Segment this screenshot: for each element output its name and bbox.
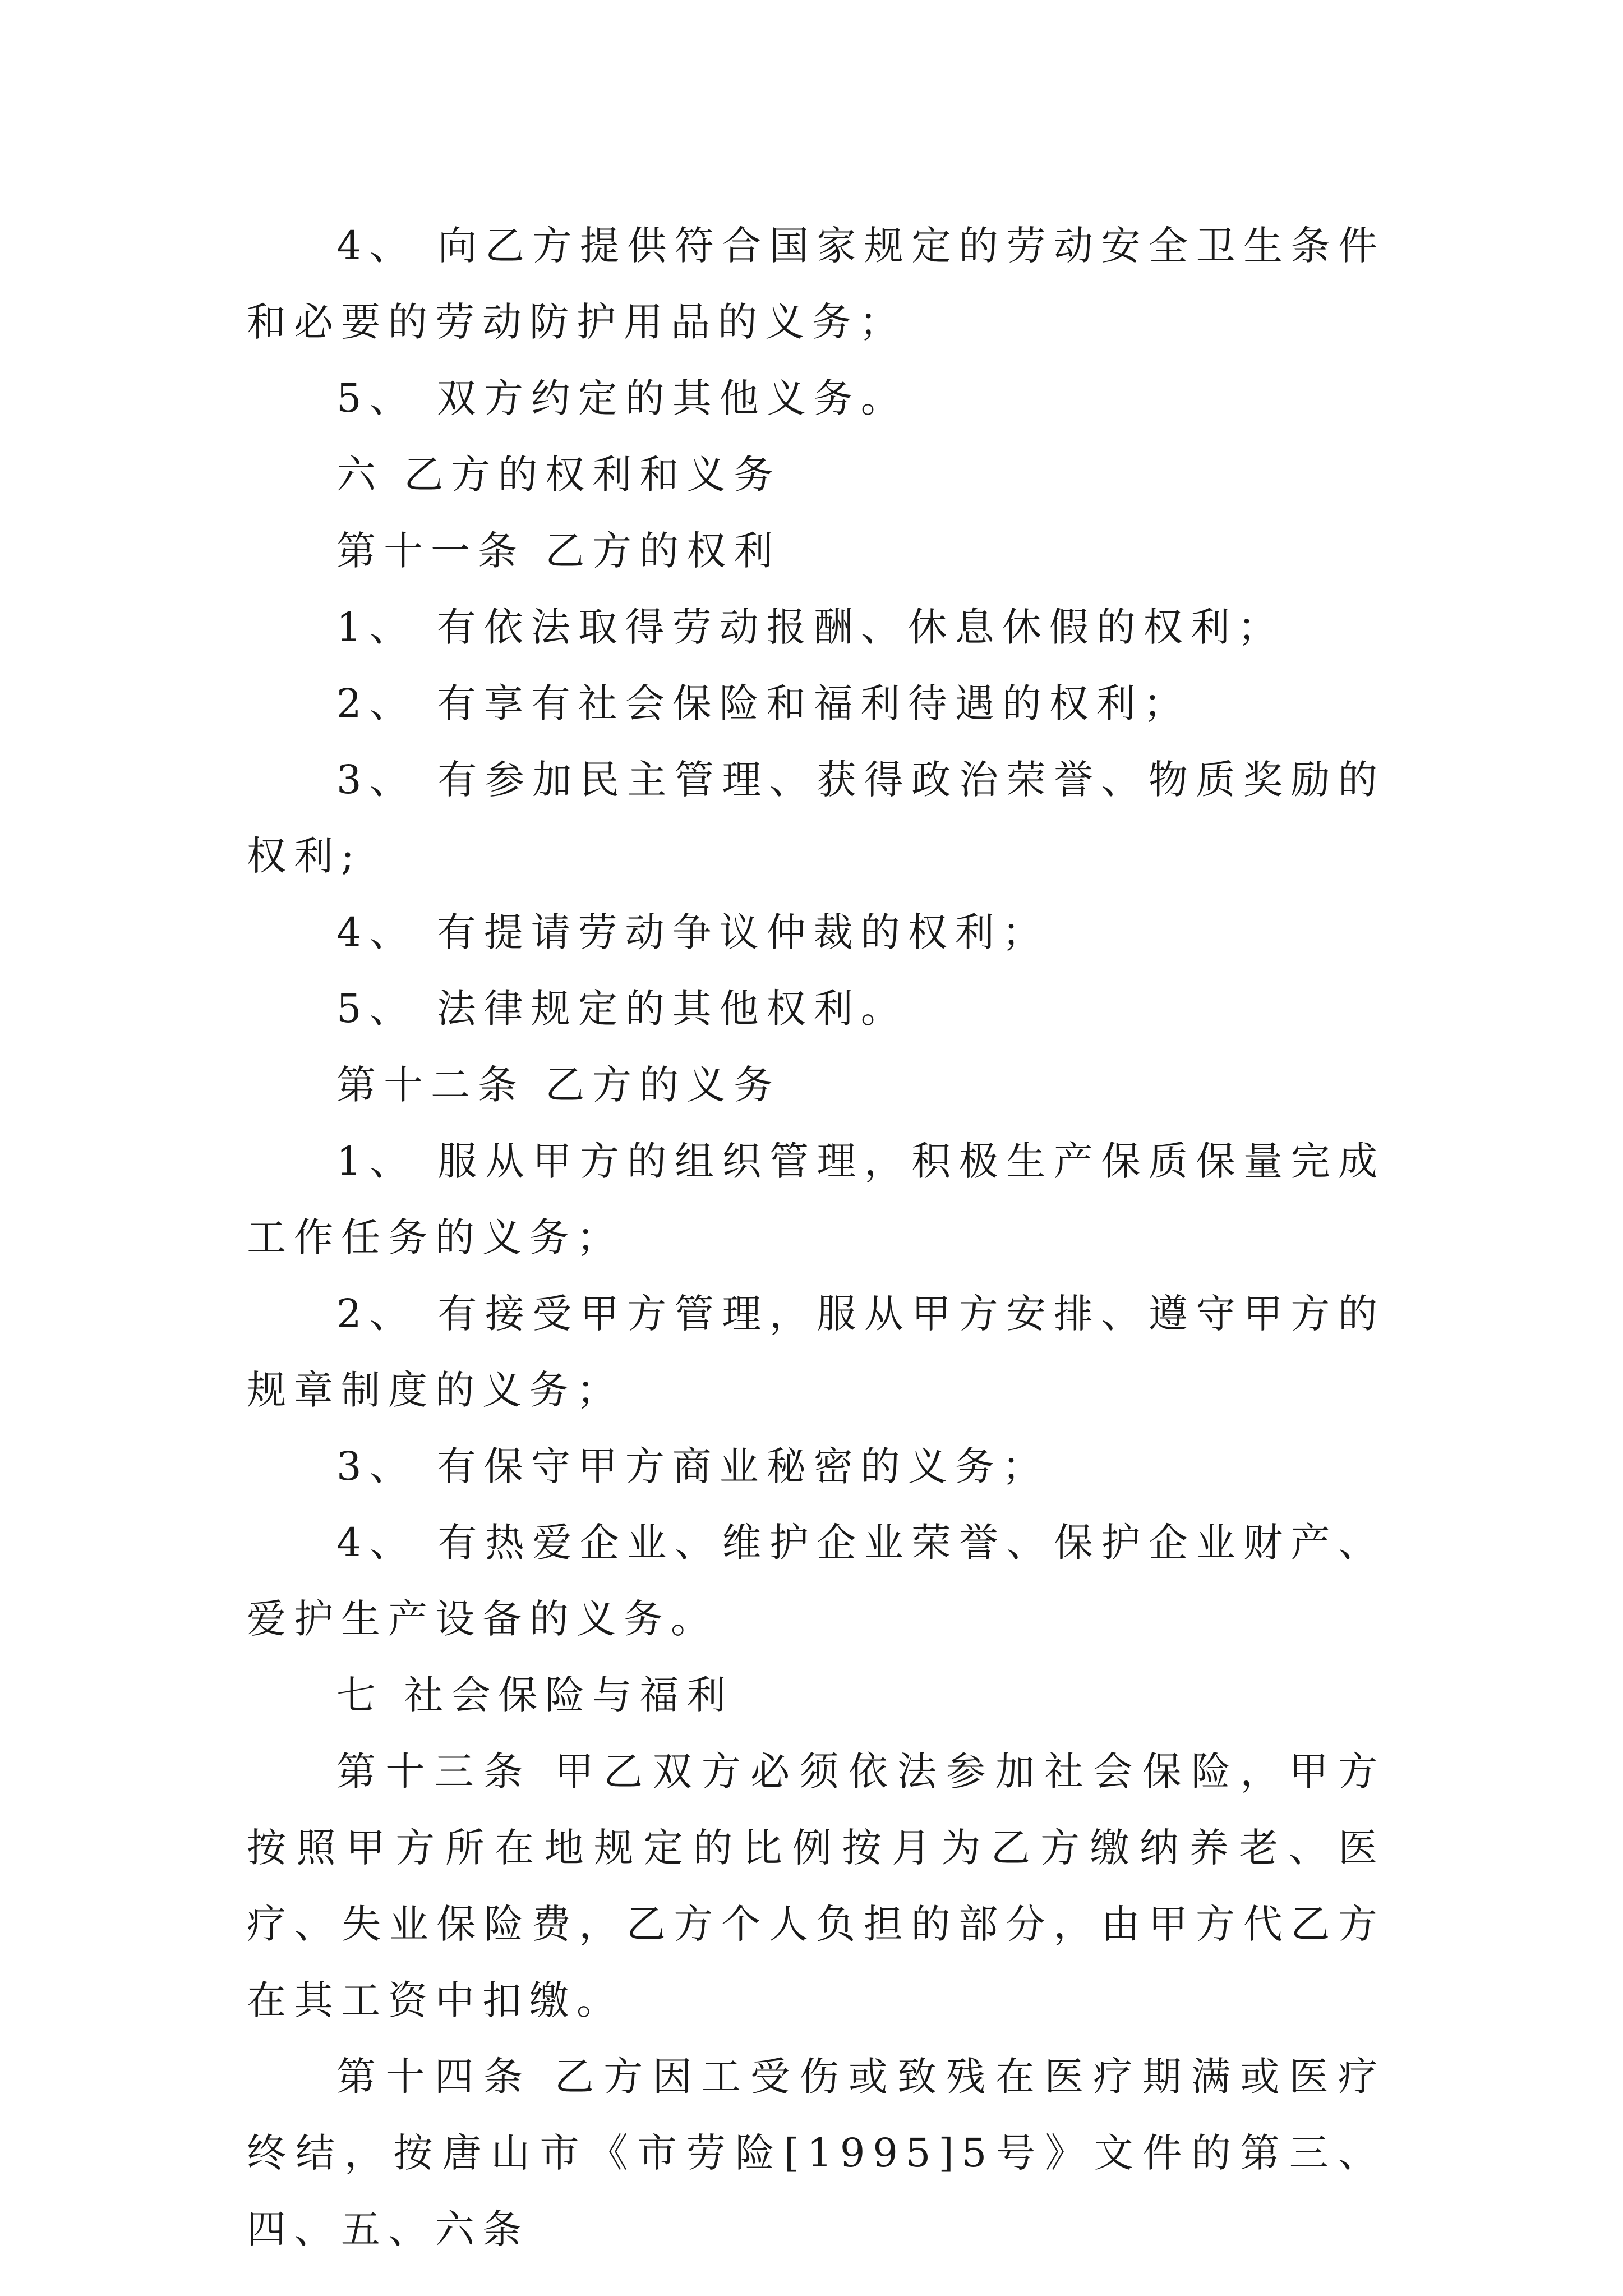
paragraph-right-4: 4、 有提请劳动争议仲裁的权利； [336, 909, 1049, 955]
paragraph-duty-4: 4、 有热爱企业、维护企业荣誉、保护企业财产、爱护生产设备的义务。 [247, 1520, 1385, 1642]
article-11-heading: 第十一条 乙方的权利 [336, 528, 781, 574]
paragraph-duty-3: 3、 有保守甲方商业秘密的义务； [336, 1443, 1049, 1489]
paragraph-obligation-4: 4、 向乙方提供符合国家规定的劳动安全卫生条件和必要的劳动防护用品的义务； [247, 223, 1385, 345]
paragraph-duty-1: 1、 服从甲方的组织管理，积极生产保质保量完成工作任务的义务； [247, 1138, 1385, 1260]
article-13-paragraph: 第十三条 甲乙双方必须依法参加社会保险，甲方按照甲方所在地规定的比例按月为乙方缴纳养老、医疗、失业保险费，乙方个人负担的部分，由甲方代乙方在其工资中扣缴。 [247, 1749, 1385, 2023]
section-heading-6: 六 乙方的权利和义务 [336, 452, 781, 498]
article-12-heading: 第十二条 乙方的义务 [336, 1062, 781, 1108]
paragraph-duty-2: 2、 有接受甲方管理，服从甲方安排、遵守甲方的规章制度的义务； [247, 1291, 1385, 1413]
paragraph-right-3: 3、 有参加民主管理、获得政治荣誉、物质奖励的权利; [247, 757, 1385, 879]
paragraph-right-1: 1、 有依法取得劳动报酬、休息休假的权利； [336, 604, 1285, 650]
section-heading-7: 七 社会保险与福利 [336, 1672, 734, 1718]
article-14-paragraph: 第十四条 乙方因工受伤或致残在医疗期满或医疗终结，按唐山市《市劳险[1995]5号》文件的第三、四、五、六条 [247, 2054, 1385, 2252]
paragraph-obligation-5: 5、 双方约定的其他义务。 [336, 375, 908, 421]
document-page [247, 208, 1385, 2267]
paragraph-right-5: 5、 法律规定的其他权利。 [336, 986, 908, 1032]
paragraph-right-2: 2、 有享有社会保险和福利待遇的权利； [336, 680, 1191, 726]
